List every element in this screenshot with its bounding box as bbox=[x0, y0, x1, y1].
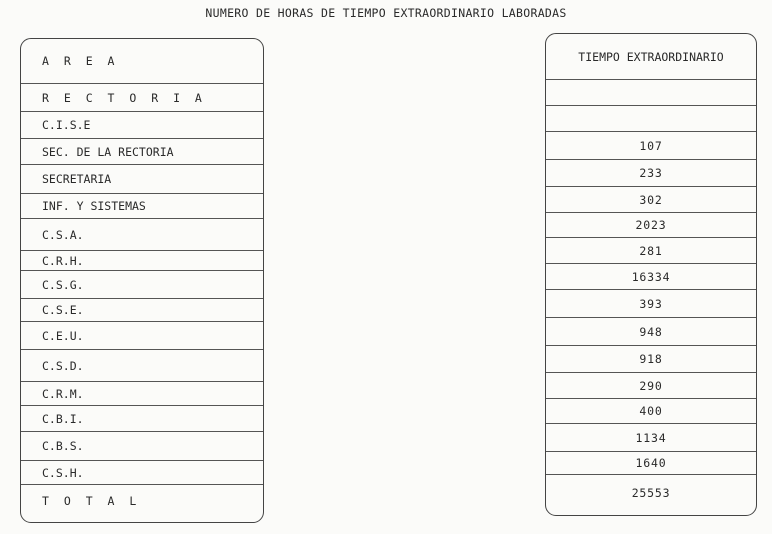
area-name: C.B.I. bbox=[42, 411, 84, 426]
area-total-row bbox=[21, 485, 263, 517]
area-row bbox=[21, 461, 263, 485]
area-name: SEC. DE LA RECTORIA bbox=[42, 144, 174, 159]
overtime-row bbox=[546, 318, 756, 346]
overtime-row bbox=[546, 132, 756, 160]
overtime-row bbox=[546, 187, 756, 213]
area-row bbox=[21, 350, 263, 382]
area-row bbox=[21, 382, 263, 406]
area-name: INF. Y SISTEMAS bbox=[42, 199, 146, 213]
overtime-row bbox=[546, 106, 756, 132]
area-name: C.S.A. bbox=[42, 227, 84, 242]
overtime-row bbox=[546, 346, 756, 373]
overtime-row bbox=[546, 238, 756, 264]
overtime-row bbox=[546, 373, 756, 399]
overtime-total-value: 25553 bbox=[631, 486, 671, 500]
area-row bbox=[21, 165, 263, 194]
overtime-value: 400 bbox=[639, 404, 663, 418]
area-header-label: A R E A bbox=[42, 54, 119, 68]
area-name: C.E.U. bbox=[42, 328, 84, 343]
overtime-row bbox=[546, 399, 756, 424]
overtime-value: 16334 bbox=[631, 269, 671, 284]
overtime-row bbox=[546, 80, 756, 106]
area-row bbox=[21, 299, 263, 322]
area-row bbox=[21, 322, 263, 350]
overtime-value: 1134 bbox=[635, 430, 667, 445]
area-name: R E C T O R I A bbox=[42, 90, 206, 105]
area-row bbox=[21, 112, 263, 139]
area-row bbox=[21, 251, 263, 271]
overtime-table bbox=[545, 33, 757, 516]
overtime-value: 107 bbox=[639, 138, 663, 153]
area-name: C.I.S.E bbox=[42, 118, 91, 132]
overtime-row bbox=[546, 160, 756, 187]
overtime-value: 290 bbox=[639, 378, 663, 393]
overtime-total-row bbox=[546, 475, 756, 511]
overtime-value: 233 bbox=[639, 166, 663, 180]
area-row bbox=[21, 219, 263, 251]
overtime-row bbox=[546, 264, 756, 290]
area-name: C.S.G. bbox=[42, 277, 84, 292]
area-header bbox=[21, 39, 263, 84]
overtime-value: 948 bbox=[639, 324, 663, 339]
area-row bbox=[21, 194, 263, 219]
area-name: C.B.S. bbox=[42, 439, 84, 453]
overtime-row bbox=[546, 213, 756, 238]
area-total-label: T O T A L bbox=[42, 494, 141, 508]
area-name: C.S.E. bbox=[42, 303, 84, 317]
area-name: C.R.H. bbox=[42, 253, 84, 268]
overtime-header bbox=[546, 34, 756, 80]
overtime-row bbox=[546, 424, 756, 452]
area-name: C.S.D. bbox=[42, 358, 84, 373]
area-row bbox=[21, 84, 263, 112]
area-name: SECRETARIA bbox=[42, 172, 112, 186]
overtime-row bbox=[546, 290, 756, 318]
overtime-value: 302 bbox=[639, 192, 663, 207]
area-name: C.R.M. bbox=[42, 386, 84, 401]
overtime-value: 281 bbox=[639, 243, 663, 258]
area-name: C.S.H. bbox=[42, 465, 84, 480]
area-row bbox=[21, 139, 263, 165]
overtime-row bbox=[546, 452, 756, 475]
area-table bbox=[20, 38, 264, 523]
overtime-value: 2023 bbox=[635, 218, 667, 232]
overtime-value: 918 bbox=[639, 352, 663, 366]
overtime-value: 1640 bbox=[635, 456, 667, 470]
area-row bbox=[21, 432, 263, 461]
overtime-value: 393 bbox=[639, 296, 663, 311]
document-title: NUMERO DE HORAS DE TIEMPO EXTRAORDINARIO LABORADAS bbox=[205, 6, 567, 20]
overtime-header-label: TIEMPO EXTRAORDINARIO bbox=[578, 49, 724, 64]
area-row bbox=[21, 271, 263, 299]
area-row bbox=[21, 406, 263, 432]
